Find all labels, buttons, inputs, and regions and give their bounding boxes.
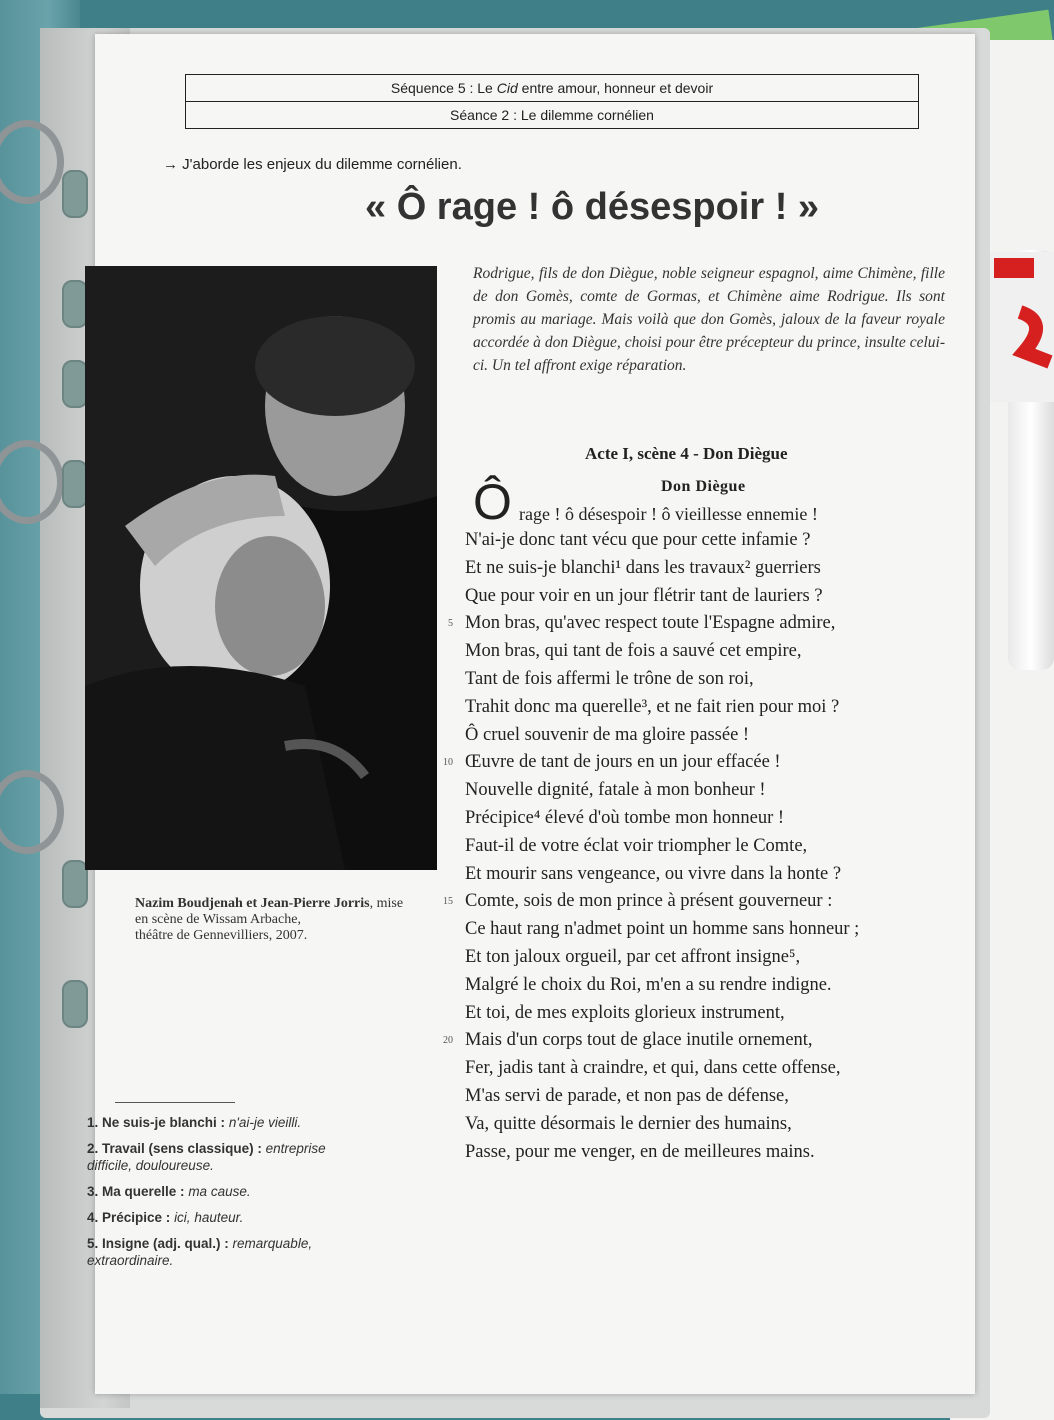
session-title: Séance 2 : Le dilemme cornélien	[186, 101, 918, 128]
photo-caption: Nazim Boudjenah et Jean-Pierre Jorris, mise en scène de Wissam Arbache, théâtre de Gennevilliers, 2007.	[135, 896, 404, 943]
objective: → J'aborde les enjeux du dilemme cornélien.	[163, 156, 462, 173]
footnote-definition: ma cause.	[188, 1184, 251, 1199]
verse-text: Et toi, de mes exploits glorieux instrument,	[465, 1002, 785, 1023]
footnote-rule	[115, 1102, 235, 1103]
verse-text: Tant de fois affermi le trône de son roi,	[465, 668, 754, 689]
footnote	[87, 1235, 327, 1269]
speaker-name: Don Diègue	[661, 478, 746, 495]
verse-line	[465, 586, 965, 614]
footnote-term: 2. Travail (sens classique) :	[87, 1141, 262, 1156]
punch-hole	[62, 170, 88, 218]
footnote-term: 4. Précipice :	[87, 1210, 171, 1225]
intro-paragraph: Rodrigue, fils de don Diègue, noble seigneur espagnol, aime Chimène, fille de don Gomès, comte de Gormas, et Chimène aime Rodrigue. Ils sont promis au mariage. Mais voilà que don Gomès, jaloux de la faveur royale accordée à don Diègue, choisi pour être précepteur du prince, insulte celui-ci. Un tel affront exige réparation.	[473, 265, 945, 374]
verse-line	[465, 1058, 965, 1086]
verse-line: rage ! ô désespoir ! ô vieillesse ennemie !	[519, 504, 818, 524]
footnote	[87, 1209, 327, 1226]
footnote-definition: entreprise difficile, douloureuse.	[87, 1141, 326, 1173]
sequence-title: Séquence 5 : Le Cid entre amour, honneur et devoir	[390, 80, 714, 96]
verse-line	[465, 669, 965, 697]
footnote-term: 1. Ne suis-je blanchi :	[87, 1115, 226, 1130]
verse-line	[465, 919, 965, 947]
verse-text: Mon bras, qui tant de fois a sauvé cet empire,	[465, 641, 802, 662]
verse-line	[465, 725, 965, 753]
verse-text: Que pour voir en un jour flétrir tant de lauriers ?	[465, 585, 823, 606]
verses	[443, 530, 965, 1169]
footnote-term: 3. Ma querelle :	[87, 1184, 185, 1199]
theatre-photo	[85, 266, 437, 870]
footnote-definition: n'ai-je vieilli.	[228, 1115, 302, 1130]
verse-text: Mais d'un corps tout de glace inutile ornement,	[465, 1030, 813, 1051]
verse-line	[465, 558, 965, 586]
drop-cap: Ô	[473, 474, 512, 530]
verse-line	[443, 891, 965, 919]
verse-line	[465, 1114, 965, 1142]
worksheet-page	[87, 34, 975, 1394]
verse-text: M'as servi de parade, et non pas de défense,	[465, 1085, 789, 1106]
marker-label-icon	[990, 252, 1054, 402]
footnote	[87, 1140, 327, 1174]
line-number: 20	[443, 1035, 453, 1047]
footnote	[87, 1114, 327, 1131]
verse-line	[465, 697, 965, 725]
verse-line	[465, 947, 965, 975]
verse-line	[465, 780, 965, 808]
verse-line	[465, 864, 965, 892]
verse-text: Œuvre de tant de jours en un jour effacée !	[465, 752, 781, 773]
verse-text: Et ton jaloux orgueil, par cet affront insigne⁵,	[465, 946, 801, 967]
page-title: « Ô rage ! ô désespoir ! »	[365, 186, 820, 228]
line-number: 15	[443, 896, 453, 908]
verse-line	[465, 530, 965, 558]
verse-text: Et mourir sans vengeance, ou vivre dans la honte ?	[465, 863, 842, 884]
line-number: 5	[448, 618, 453, 630]
verse-text: Malgré le choix du Roi, m'en a su rendre indigne.	[465, 974, 832, 995]
verse-text: Comte, sois de mon prince à présent gouverneur :	[465, 891, 833, 912]
footnotes	[87, 1114, 327, 1278]
footnote-term: 5. Insigne (adj. qual.) :	[87, 1236, 229, 1251]
verse-text: Précipice⁴ élevé d'où tombe mon honneur !	[465, 807, 785, 828]
verse-text: Faut-il de votre éclat voir triompher le Comte,	[465, 835, 808, 856]
verse-text: Fer, jadis tant à craindre, et qui, dans cette offense,	[465, 1058, 841, 1079]
verse-text: N'ai-je donc tant vécu que pour cette infamie ?	[465, 530, 811, 550]
verse-text: Nouvelle dignité, fatale à mon bonheur !	[465, 780, 766, 801]
punch-hole	[62, 980, 88, 1028]
verse-line	[465, 808, 965, 836]
verse-line	[448, 613, 965, 641]
verse-line	[465, 1086, 965, 1114]
verse-text: Et ne suis-je blanchi¹ dans les travaux² guerriers	[465, 557, 821, 578]
footnote-definition: ici, hauteur.	[174, 1210, 244, 1225]
actors-photo-icon	[85, 266, 437, 870]
verse-text: Va, quitte désormais le dernier des humains,	[465, 1113, 792, 1134]
header-box	[185, 74, 919, 129]
line-number: 10	[443, 757, 453, 769]
verse-text: Passe, pour me venger, en de meilleures mains.	[465, 1141, 815, 1162]
footnote-definition: remarquable, extraordinaire.	[87, 1236, 313, 1268]
verse-line	[465, 641, 965, 669]
verse-line	[465, 975, 965, 1003]
footnote	[87, 1183, 327, 1200]
scene-title: Acte I, scène 4 - Don Diègue	[585, 444, 788, 463]
verse-line	[465, 1142, 965, 1170]
verse-line	[465, 1003, 965, 1031]
verse-text: Ô cruel souvenir de ma gloire passée !	[465, 724, 750, 745]
verse-line	[443, 1030, 965, 1058]
verse-line	[443, 752, 965, 780]
verse-text: Ce haut rang n'admet point un homme sans honneur ;	[465, 919, 860, 940]
verse-text: Mon bras, qu'avec respect toute l'Espagne admire,	[465, 613, 836, 634]
verse-text: Trahit donc ma querelle³, et ne fait rien pour moi ?	[465, 696, 840, 717]
verse-line	[465, 836, 965, 864]
